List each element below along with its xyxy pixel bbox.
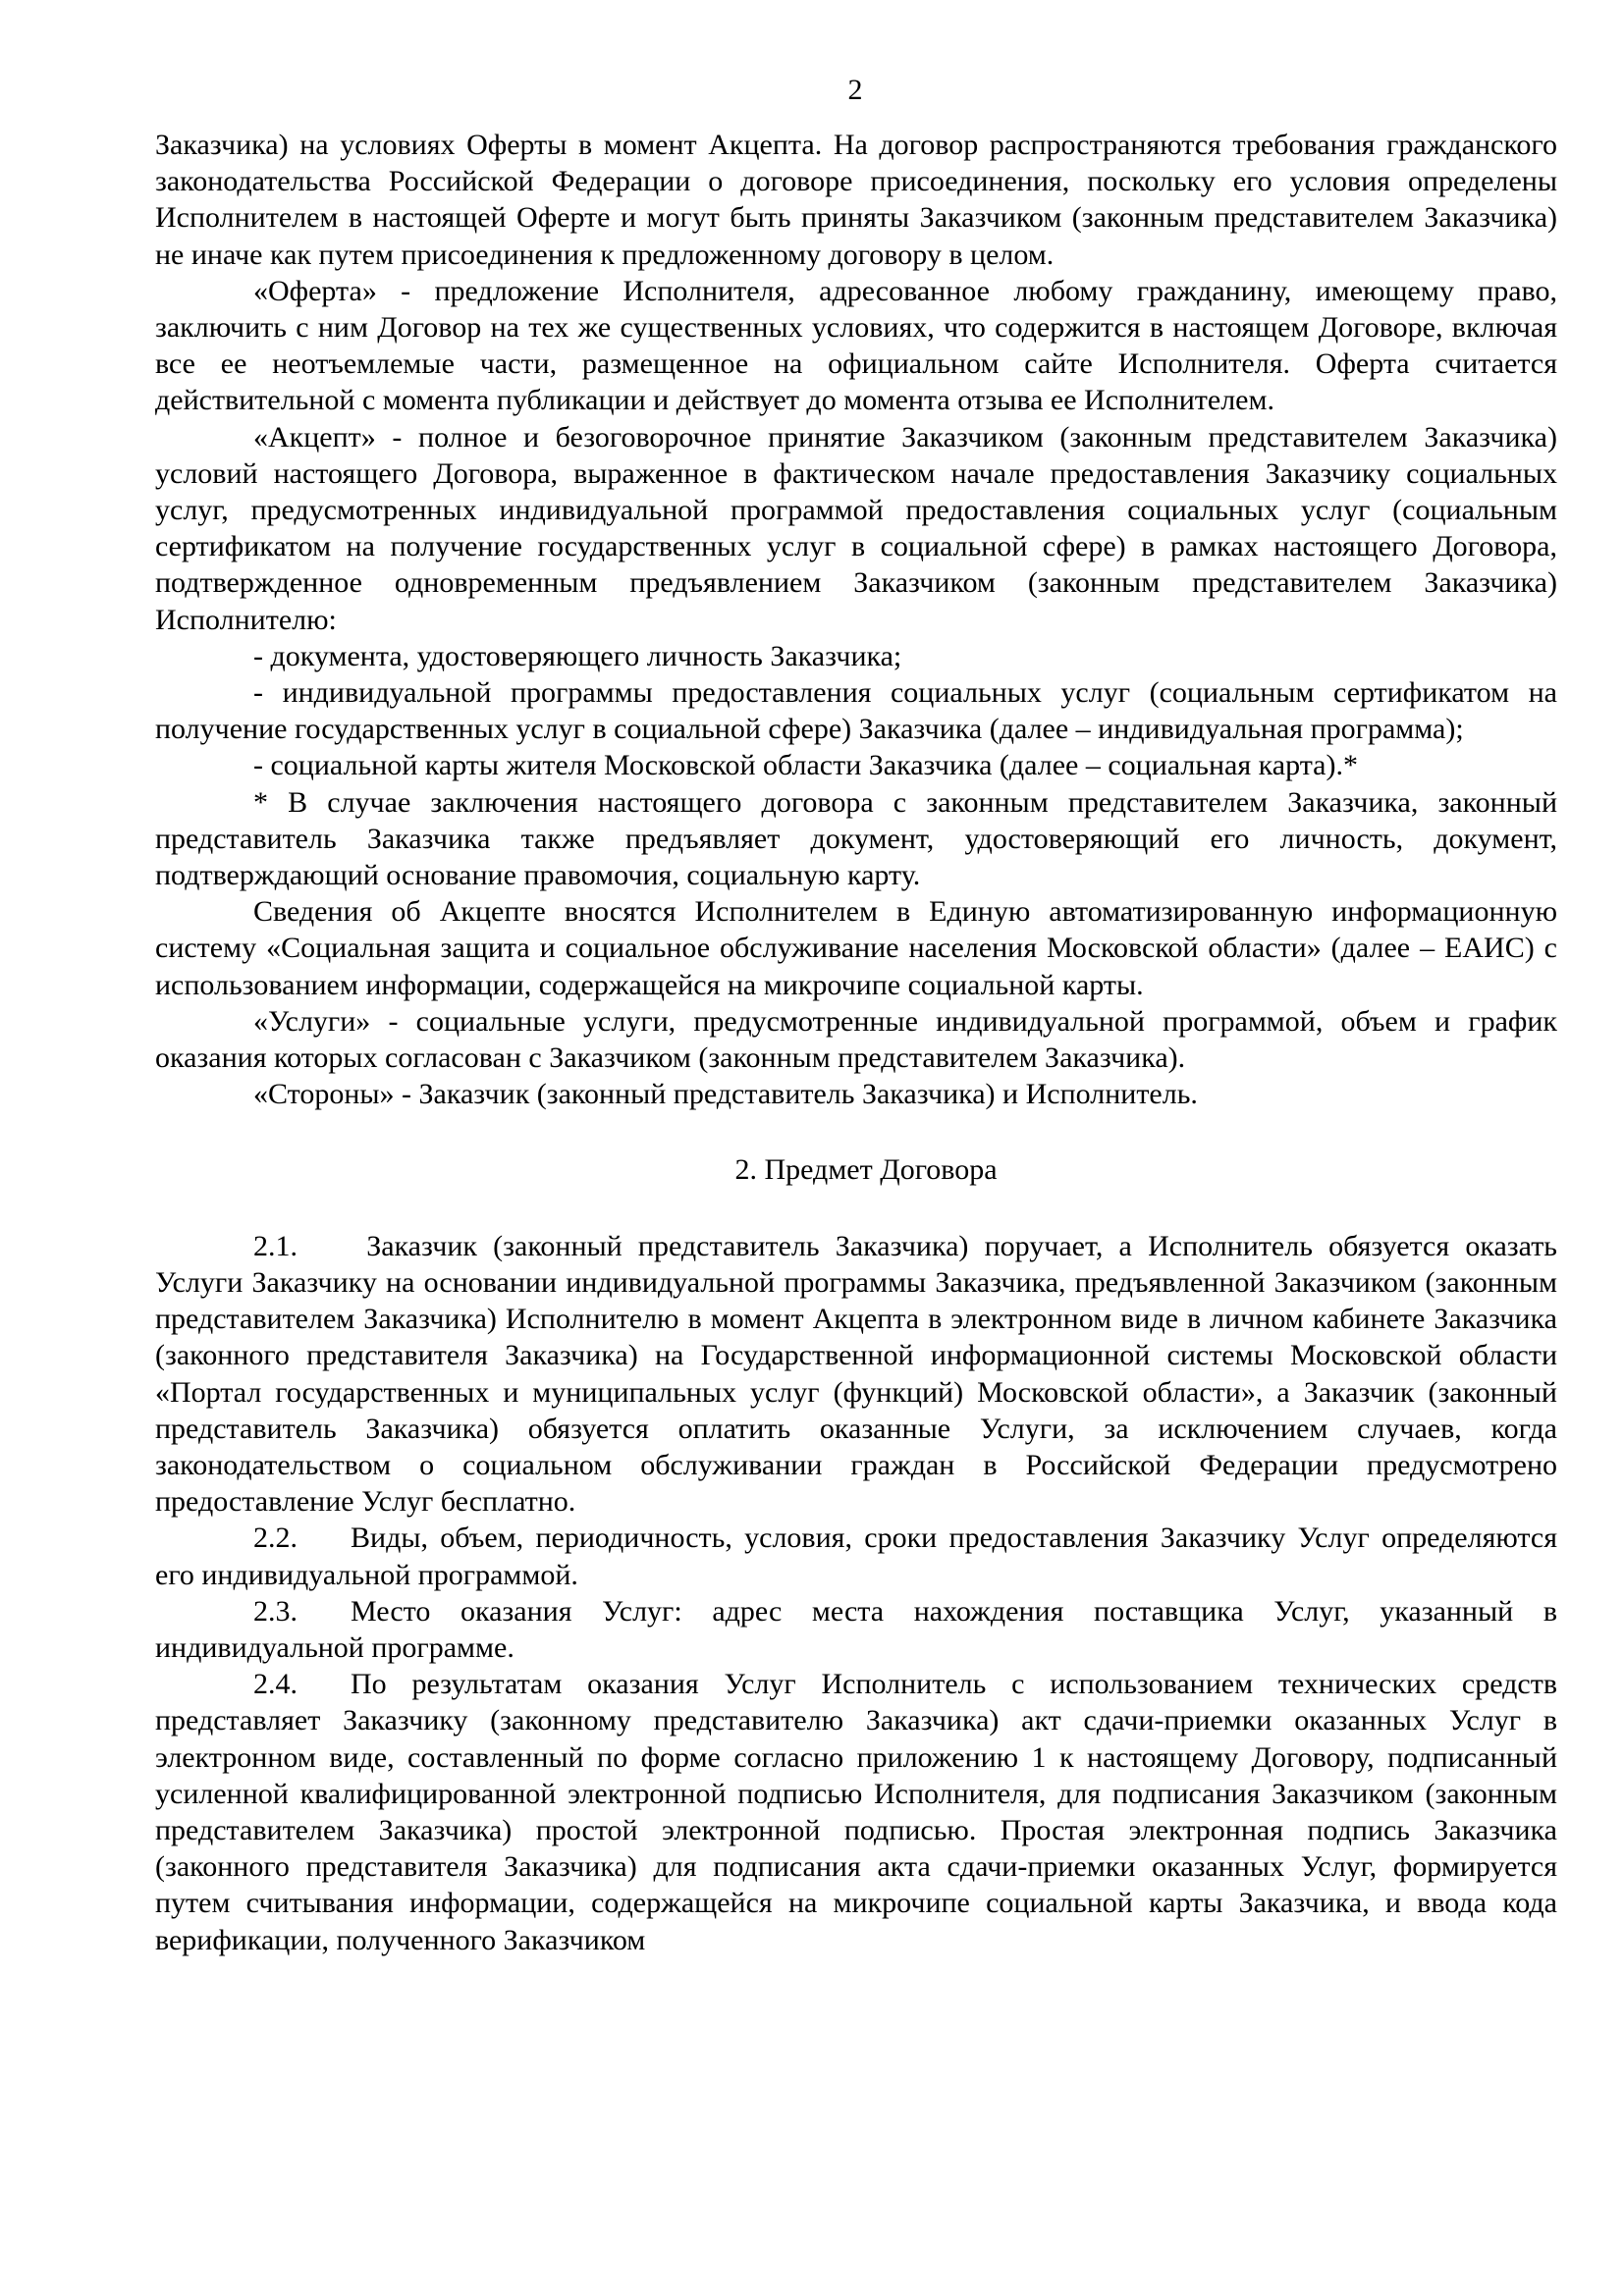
paragraph-parties-definition: «Стороны» - Заказчик (законный представитель Заказчика) и Исполнитель. bbox=[253, 1078, 1198, 1111]
list-item-identity-document: - документа, удостоверяющего личность Заказчика; bbox=[253, 639, 902, 672]
clause-number: 2.1. bbox=[253, 1229, 298, 1262]
clause-2-3 bbox=[155, 1593, 1557, 1666]
clause-2-4 bbox=[155, 1666, 1557, 1958]
paragraph-acceptance-records: Сведения об Акцепте вносятся Исполнителем в Единую автоматизированную информационную систему «Социальная защита и социальное обслуживание населения Московской области» (далее – ЕАИС) с использованием информации, содержащейся на микрочипе социальной карты. bbox=[155, 895, 1557, 1001]
paragraph-services-definition: «Услуги» - социальные услуги, предусмотренные индивидуальной программой, объем и график оказания которых согласован с Заказчиком (законным представителем Заказчика). bbox=[155, 1004, 1557, 1075]
clause-text: Место оказания Услуг: адрес места нахождения поставщика Услуг, указанный в индивидуальной программе. bbox=[155, 1594, 1557, 1664]
clause-number: 2.2. bbox=[253, 1522, 298, 1555]
clause-text: Виды, объем, периодичность, условия, сроки предоставления Заказчику Услуг определяются его индивидуальной программой. bbox=[155, 1522, 1557, 1591]
paragraph-continuation: Заказчика) на условиях Оферты в момент Акцепта. На договор распространяются требования гражданского законодательства Российской Федерации о договоре присоединения, поскольку его условия определены Исполнителем в настоящей Оферте и могут быть приняты Заказчиком (законным представителем Заказчика) не иначе как путем присоединения к предложенному договору в целом. bbox=[155, 129, 1557, 271]
paragraph-acceptance-definition: «Акцепт» - полное и безоговорочное принятие Заказчиком (законным представителем Заказчика) условий настоящего Договора, выраженное в фактическом начале предоставления Заказчику социальных услуг, предусмотренных индивидуальной программой предоставления социальных услуг (социальным сертификатом на получение государственных услуг в социальной сфере) в рамках настоящего Договора, подтвержденное одновременным предъявлением Заказчиком (законным представителем Заказчика) Исполнителю: bbox=[155, 420, 1557, 636]
list-item-social-card: - социальной карты жителя Московской области Заказчика (далее – социальная карта).* bbox=[253, 749, 1358, 782]
clause-number: 2.3. bbox=[253, 1594, 298, 1628]
paragraph-offer-definition: «Оферта» - предложение Исполнителя, адресованное любому гражданину, имеющему право, заключить с ним Договор на тех же существенных условиях, что содержится в настоящем Договоре, включая все ее неотъемлемые части, размещенное на официальном сайте Исполнителя. Оферта считается действительной с момента публикации и действует до момента отзыва ее Исполнителем. bbox=[155, 274, 1557, 417]
clause-2-2 bbox=[155, 1520, 1557, 1592]
clause-text: Заказчик (законный представитель Заказчика) поручает, а Исполнитель обязуется оказать Услуги Заказчику на основании индивидуальной программы Заказчика, предъявленной Заказчиком (законным представителем Заказчика) Исполнителю в момент Акцепта в электронном виде в личном кабинете Заказчика (законного представителя Заказчика) на Государственной информационной системы Московской области «Портал государственных и муниципальных услуг (функций) Московской области», а Заказчик (законный представитель Заказчика) обязуется оплатить оказанные Услуги, за исключением случаев, когда законодательством о социальном обслуживании граждан в Российской Федерации предусмотрено предоставление Услуг бесплатно. bbox=[155, 1229, 1557, 1519]
page-number: 2 bbox=[847, 74, 863, 106]
list-item-individual-program: - индивидуальной программы предоставления социальных услуг (социальным сертификатом на получение государственных услуг в социальной сфере) Заказчика (далее – индивидуальная программа); bbox=[155, 676, 1557, 746]
clause-number: 2.4. bbox=[253, 1668, 298, 1701]
clause-2-1 bbox=[155, 1228, 1557, 1521]
document-body bbox=[155, 127, 1557, 1958]
clause-text: По результатам оказания Услуг Исполнитель с использованием технических средств представляет Заказчику (законному представителю Заказчика) акт сдачи-приемки оказанных Услуг в электронном виде, составленный по форме согласно приложению 1 к настоящему Договору, подписанный усиленной квалифицированной электронной подписью Исполнителя, для подписания Заказчиком (законным представителем Заказчика) простой электронной подписью. Простая электронная подпись Заказчика (законного представителя Заказчика) для подписания акта сдачи-приемки оказанных Услуг, формируется путем считывания информации, содержащейся на микрочипе социальной карты Заказчика, и ввода кода верификации, полученного Заказчиком bbox=[155, 1668, 1557, 1956]
paragraph-footnote-representative: * В случае заключения настоящего договора с законным представителем Заказчика, законный представитель Заказчика также предъявляет документ, удостоверяющий его личность, документ, подтверждающий основание правомочия, социальную карту. bbox=[155, 785, 1557, 892]
section-title: 2. Предмет Договора bbox=[734, 1153, 998, 1187]
